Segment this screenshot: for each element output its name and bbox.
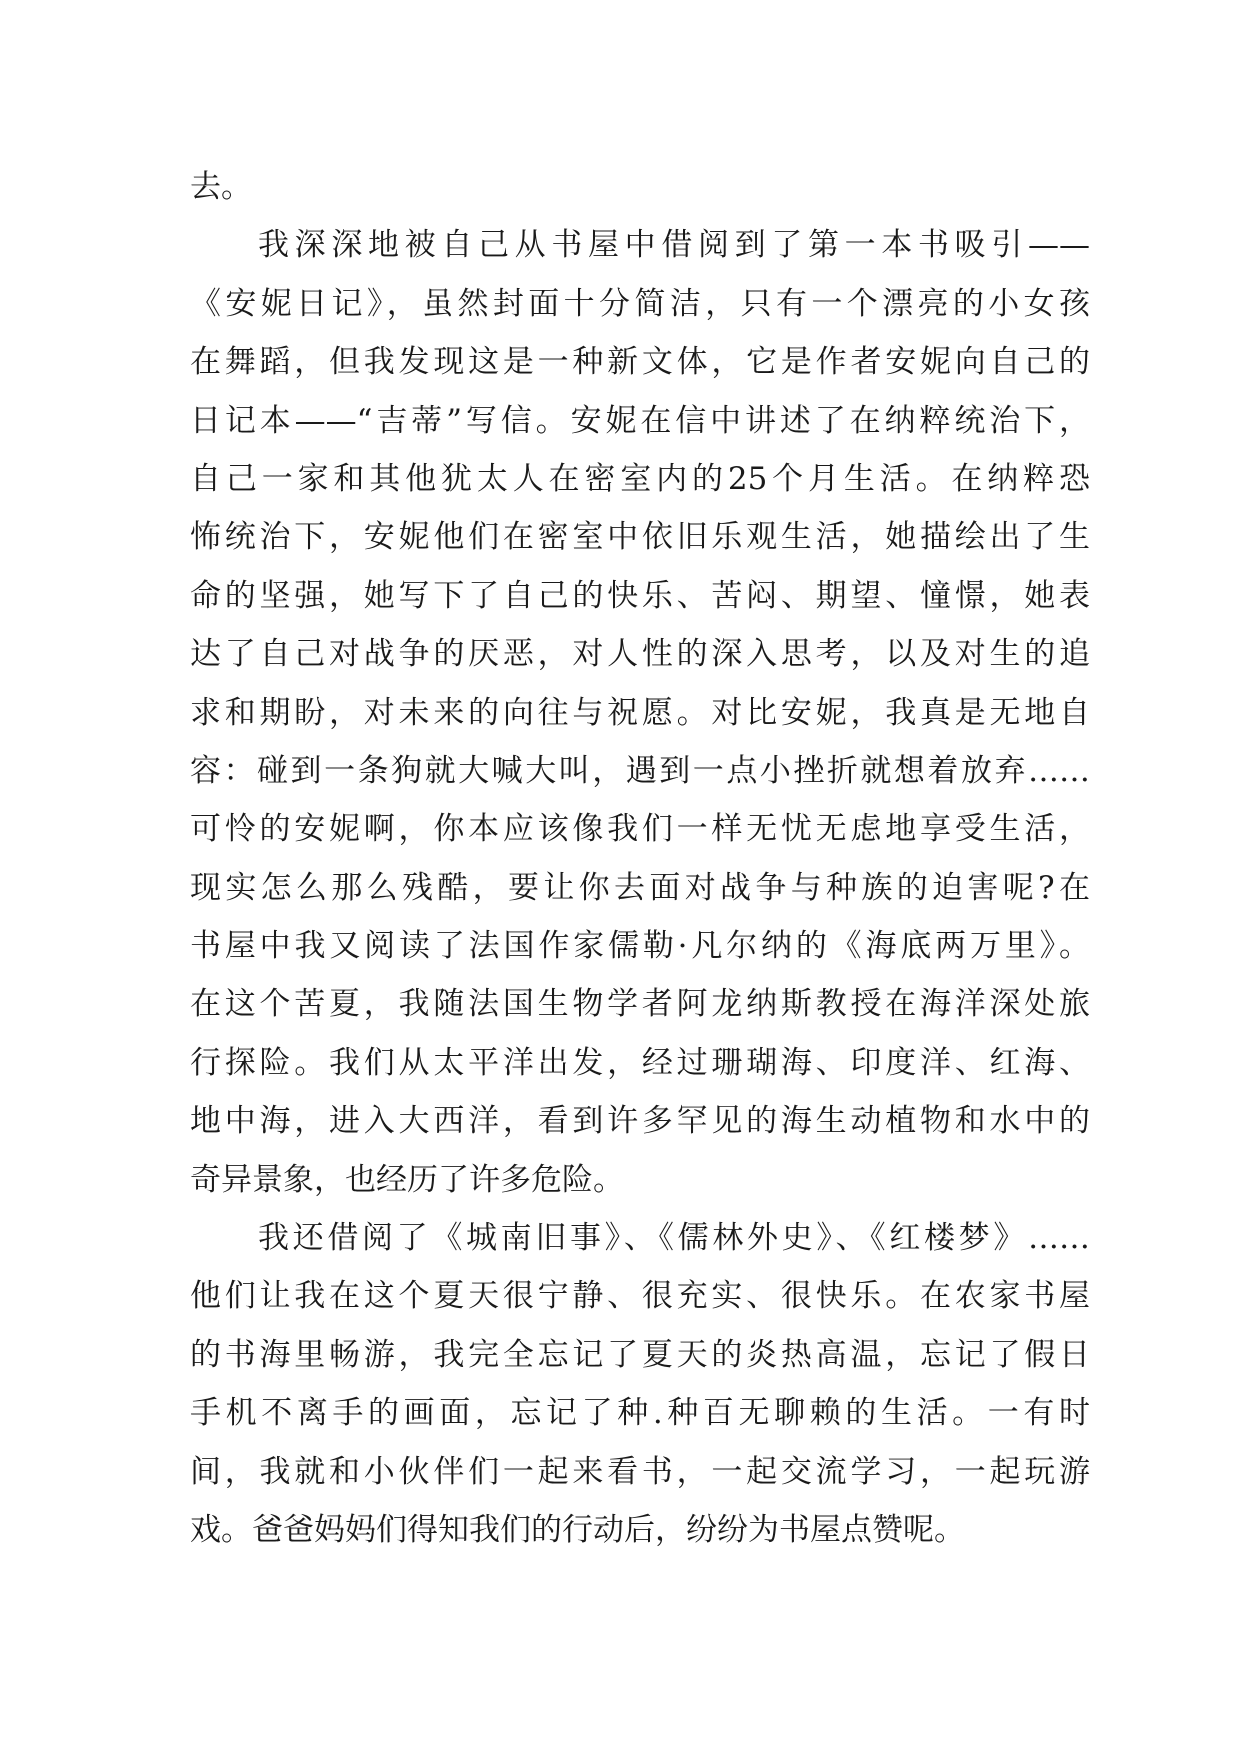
text-line: 日记本——“吉蒂”写信。安妮在信中讲述了在纳粹统治下， — [190, 402, 1090, 439]
paragraph-start-line: 我深深地被自己从书屋中借阅到了第一本书吸引—— — [258, 227, 1090, 264]
text-line: 戏。爸爸妈妈们得知我们的行动后，纷纷为书屋点赞呢。 — [190, 1511, 965, 1548]
text-line: 达了自己对战争的厌恶，对人性的深入思考，以及对生的追 — [190, 636, 1090, 673]
text-line: 奇异景象，也经历了许多危险。 — [190, 1161, 624, 1198]
text-line: 手机不离手的画面，忘记了种.种百无聊赖的生活。一有时 — [190, 1395, 1090, 1432]
text-line: 现实怎么那么残酷，要让你去面对战争与种族的迫害呢?在 — [190, 869, 1090, 906]
text-line: 的书海里畅游，我完全忘记了夏天的炎热高温，忘记了假日 — [190, 1336, 1090, 1373]
text-line: 可怜的安妮啊，你本应该像我们一样无忧无虑地享受生活， — [190, 811, 1090, 848]
text-line: 怖统治下，安妮他们在密室中依旧乐观生活，她描绘出了生 — [190, 519, 1090, 556]
text-line: 容：碰到一条狗就大喊大叫，遇到一点小挫折就想着放弃…… — [190, 752, 1090, 789]
text-line: 书屋中我又阅读了法国作家儒勒·凡尔纳的《海底两万里》。 — [190, 928, 1090, 965]
text-line: 地中海，进入大西洋，看到许多罕见的海生动植物和水中的 — [190, 1103, 1090, 1140]
text-line: 在舞蹈，但我发现这是一种新文体，它是作者安妮向自己的 — [190, 344, 1090, 381]
text-line: 自己一家和其他犹太人在密室内的25个月生活。在纳粹恐 — [190, 460, 1090, 497]
text-line: 求和期盼，对未来的向往与祝愿。对比安妮，我真是无地自 — [190, 694, 1090, 731]
paragraph-start-line: 我还借阅了《城南旧事》、《儒林外史》、《红楼梦》…… — [258, 1220, 1090, 1257]
body-text — [190, 158, 1090, 1559]
text-line: 行探险。我们从太平洋出发，经过珊瑚海、印度洋、红海、 — [190, 1044, 1090, 1081]
text-line: 去。 — [190, 169, 252, 205]
text-line: 命的坚强，她写下了自己的快乐、苦闷、期望、憧憬，她表 — [190, 577, 1090, 614]
text-line: 《安妮日记》，虽然封面十分简洁，只有一个漂亮的小女孩 — [190, 285, 1090, 322]
text-line: 他们让我在这个夏天很宁静、很充实、很快乐。在农家书屋 — [190, 1278, 1090, 1315]
text-line: 在这个苦夏，我随法国生物学者阿龙纳斯教授在海洋深处旅 — [190, 986, 1090, 1023]
text-line: 间，我就和小伙伴们一起来看书，一起交流学习，一起玩游 — [190, 1453, 1090, 1490]
